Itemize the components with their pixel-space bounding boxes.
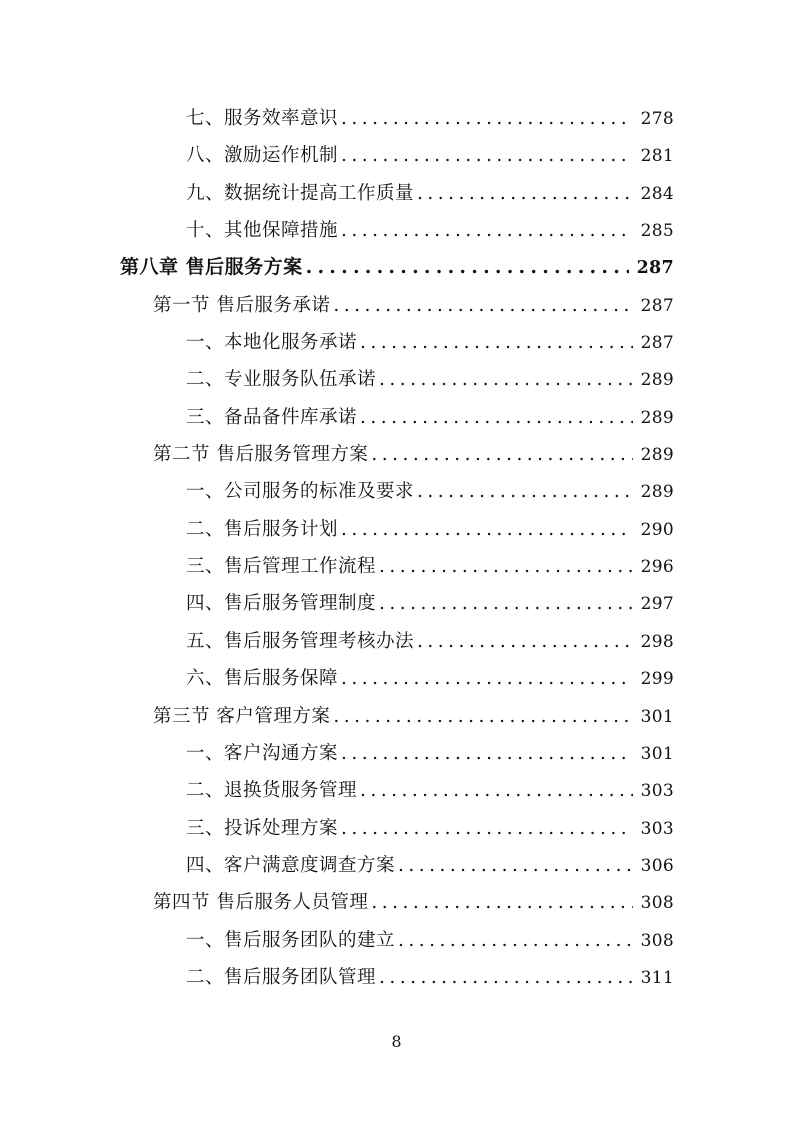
toc-entry-page: 287 [636,258,674,279]
toc-entry-page: 308 [640,893,674,914]
dot-leader [398,922,633,959]
dot-leader [417,175,633,212]
toc-entry-title: 一、客户沟通方案 [186,742,339,764]
dot-leader [371,436,632,473]
toc-chapter-entry[interactable] [0,249,793,286]
toc-entry-page: 287 [640,333,674,354]
dot-leader [360,324,633,361]
dot-leader [417,473,633,510]
toc-entry-page: 311 [640,967,674,988]
toc-entry-title: 十、其他保障措施 [186,220,339,242]
dot-leader [306,249,629,286]
toc-entry-title: 一、本地化服务承诺 [186,332,358,354]
dot-leader [379,361,633,398]
toc-entry-title: 九、数据统计提高工作质量 [186,182,415,204]
dot-leader [379,548,633,585]
toc-entry-page: 284 [640,183,674,204]
page-number: 8 [391,1032,402,1051]
toc-entry-title: 六、售后服务保障 [186,668,339,690]
toc-entry[interactable] [0,922,793,959]
toc-entry[interactable] [0,772,793,809]
toc-entry-page: 289 [640,482,674,503]
dot-leader [341,137,633,174]
toc-entry[interactable] [0,548,793,585]
dot-leader [360,399,633,436]
toc-entry-title: 八、激励运作机制 [186,145,339,167]
toc-entry[interactable] [0,623,793,660]
dot-leader [341,511,633,548]
dot-leader [333,698,632,735]
toc-entry[interactable] [0,361,793,398]
dot-leader [379,585,633,622]
dot-leader [341,660,633,697]
toc-entry-title: 一、售后服务团队的建立 [186,929,396,951]
dot-leader [417,623,633,660]
toc-section-title: 第二节 售后服务管理方案 [153,444,369,466]
toc-entry-title: 一、公司服务的标准及要求 [186,481,415,503]
toc-section-entry[interactable] [0,287,793,324]
toc-entry[interactable] [0,399,793,436]
toc-entry[interactable] [0,959,793,996]
table-of-contents [0,100,793,996]
toc-entry[interactable] [0,212,793,249]
toc-entry[interactable] [0,847,793,884]
toc-entry[interactable] [0,473,793,510]
toc-entry-title: 三、投诉处理方案 [186,817,339,839]
toc-entry-page: 298 [640,631,674,652]
toc-entry-title: 二、退换货服务管理 [186,780,358,802]
toc-entry[interactable] [0,511,793,548]
dot-leader [341,810,633,847]
toc-entry[interactable] [0,175,793,212]
toc-entry-page: 299 [640,669,674,690]
toc-entry-page: 278 [640,109,674,129]
dot-leader [341,735,633,772]
dot-leader [360,772,633,809]
toc-entry-title: 七、服务效率意识 [186,108,339,129]
toc-entry-page: 306 [640,855,674,876]
toc-entry-page: 303 [640,781,674,802]
toc-section-title: 第一节 售后服务承诺 [153,294,331,316]
dot-leader [398,847,633,884]
toc-entry[interactable] [0,585,793,622]
toc-section-entry[interactable] [0,436,793,473]
toc-section-title: 第四节 售后服务人员管理 [153,892,369,914]
toc-entry-page: 289 [640,370,674,391]
toc-entry-page: 308 [640,930,674,951]
toc-entry-title: 三、售后管理工作流程 [186,556,377,578]
dot-leader [379,959,633,996]
toc-entry-title: 四、售后服务管理制度 [186,593,377,615]
toc-section-title: 第三节 客户管理方案 [153,705,331,727]
dot-leader [341,100,633,137]
toc-entry-title: 二、专业服务队伍承诺 [186,369,377,391]
toc-entry-page: 297 [640,594,674,615]
toc-entry-title: 四、客户满意度调查方案 [186,854,396,876]
toc-entry-page: 289 [640,445,674,466]
toc-chapter-title: 第八章 售后服务方案 [120,256,303,279]
dot-leader [371,884,632,921]
toc-entry-page: 290 [640,519,674,540]
toc-entry-page: 301 [640,706,674,727]
toc-entry-page: 281 [640,146,674,167]
toc-entry[interactable] [0,810,793,847]
toc-entry-page: 303 [640,818,674,839]
toc-entry-page: 296 [640,557,674,578]
toc-entry-title: 五、售后服务管理考核办法 [186,630,415,652]
toc-entry-page: 285 [640,221,674,242]
toc-entry-page: 289 [640,407,674,428]
toc-entry-page: 287 [640,295,674,316]
toc-entry[interactable] [0,324,793,361]
toc-entry[interactable] [0,735,793,772]
toc-section-entry[interactable] [0,698,793,735]
toc-section-entry[interactable] [0,884,793,921]
toc-entry-title: 二、售后服务团队管理 [186,966,377,988]
toc-entry[interactable] [0,100,793,137]
toc-entry-page: 301 [640,743,674,764]
toc-entry-title: 二、售后服务计划 [186,518,339,540]
toc-entry-title: 三、备品备件库承诺 [186,406,358,428]
dot-leader [341,212,633,249]
toc-entry[interactable] [0,137,793,174]
toc-entry[interactable] [0,660,793,697]
dot-leader [333,287,632,324]
